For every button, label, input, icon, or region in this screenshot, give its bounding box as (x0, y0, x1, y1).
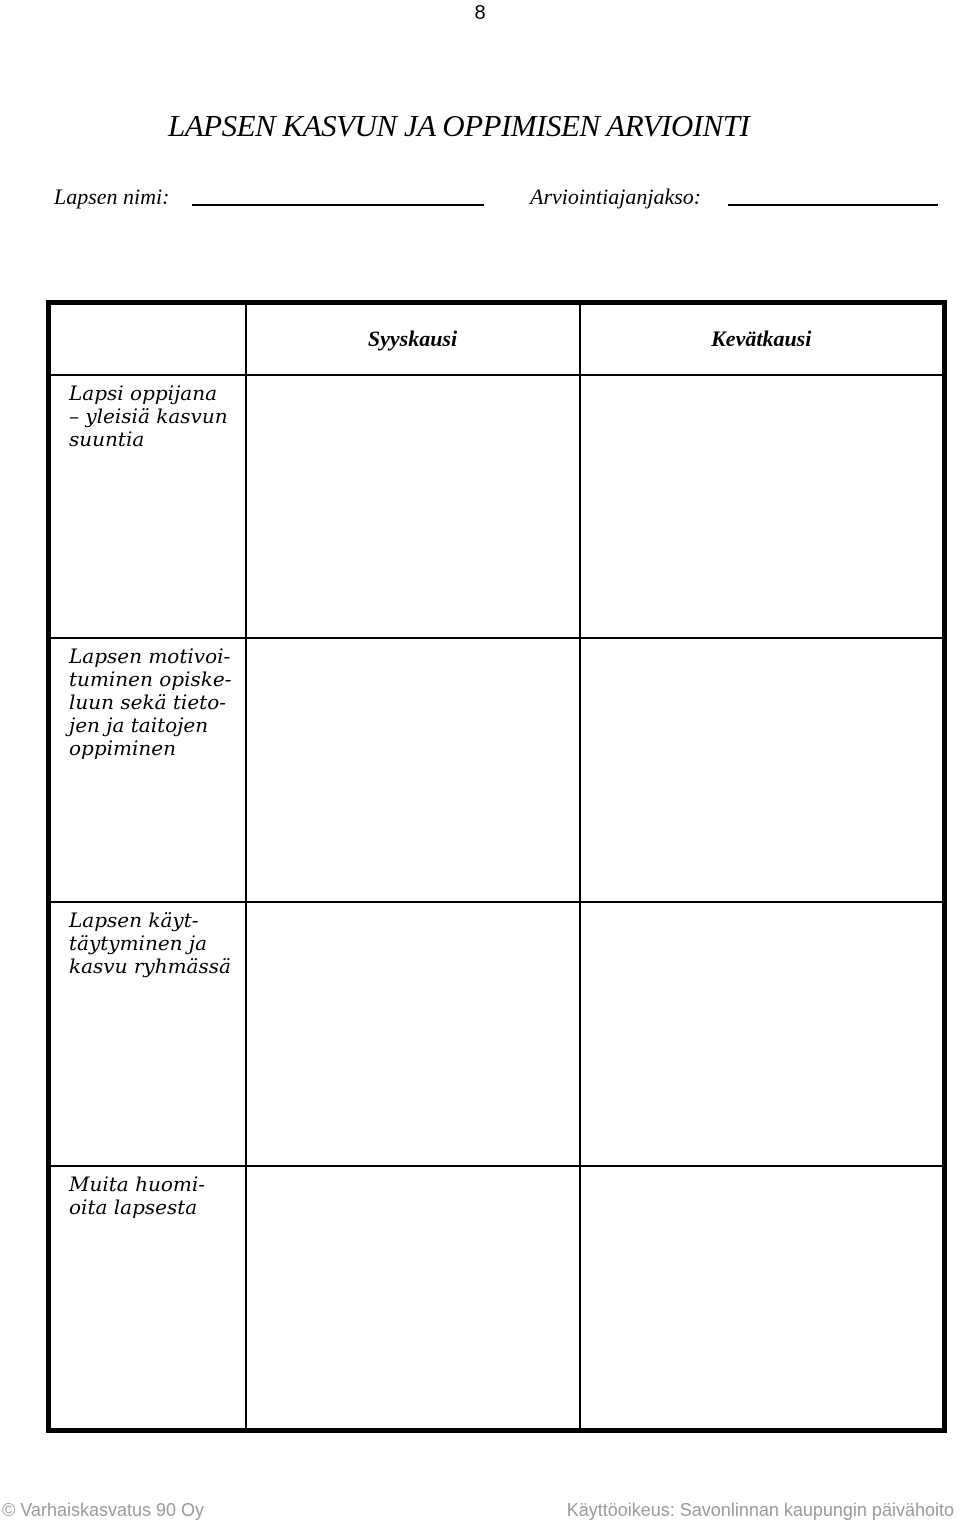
header-empty-cell (49, 303, 246, 375)
row-label-line: Lapsen motivoi- (69, 643, 231, 668)
row-label-line: suuntia (69, 426, 145, 451)
spring-cell-other-notes[interactable] (580, 1166, 945, 1431)
header-spring: Kevätkausi (580, 303, 945, 375)
footer-license: Käyttöoikeus: Savonlinnan kaupungin päivähoito (566, 1500, 954, 1520)
row-label-learner (49, 375, 246, 638)
table-row (49, 375, 945, 638)
row-label-behaviour (49, 902, 246, 1166)
period-field[interactable] (728, 204, 938, 206)
row-label-line: kasvu ryhmässä (69, 953, 231, 978)
spring-cell-learner[interactable] (580, 375, 945, 638)
row-label-line: tuminen opiske- (69, 666, 232, 691)
row-label-line: jen ja taitojen (69, 712, 209, 737)
row-label-line: Lapsi oppijana (69, 380, 217, 405)
autumn-cell-motivation[interactable] (246, 638, 580, 902)
row-label-other-notes (49, 1166, 246, 1431)
child-name-label: Lapsen nimi: (54, 184, 170, 209)
footer-copyright: © Varhaiskasvatus 90 Oy (2, 1500, 205, 1520)
assessment-table (46, 300, 947, 1433)
spring-cell-motivation[interactable] (580, 638, 945, 902)
autumn-cell-learner[interactable] (246, 375, 580, 638)
table-header-row (49, 303, 945, 375)
row-label-motivation (49, 638, 246, 902)
table-row (49, 638, 945, 902)
table-row (49, 1166, 945, 1431)
row-label-line: Lapsen käyt- (69, 907, 199, 932)
autumn-cell-behaviour[interactable] (246, 902, 580, 1166)
page-number: 8 (474, 2, 486, 24)
row-label-line: Muita huomi- (69, 1171, 205, 1196)
row-label-line: luun sekä tieto- (69, 689, 227, 714)
row-label-line: täytyminen ja (69, 930, 208, 955)
spring-cell-behaviour[interactable] (580, 902, 945, 1166)
period-label: Arviointiajanjakso: (530, 184, 702, 209)
header-autumn: Syyskausi (246, 303, 580, 375)
autumn-cell-other-notes[interactable] (246, 1166, 580, 1431)
page-title: LAPSEN KASVUN JA OPPIMISEN ARVIOINTI (168, 108, 750, 143)
child-name-field[interactable] (192, 204, 484, 206)
row-label-line: – yleisiä kasvun (69, 403, 228, 428)
row-label-line: oita lapsesta (69, 1194, 198, 1219)
row-label-line: oppiminen (69, 735, 177, 760)
table-row (49, 902, 945, 1166)
